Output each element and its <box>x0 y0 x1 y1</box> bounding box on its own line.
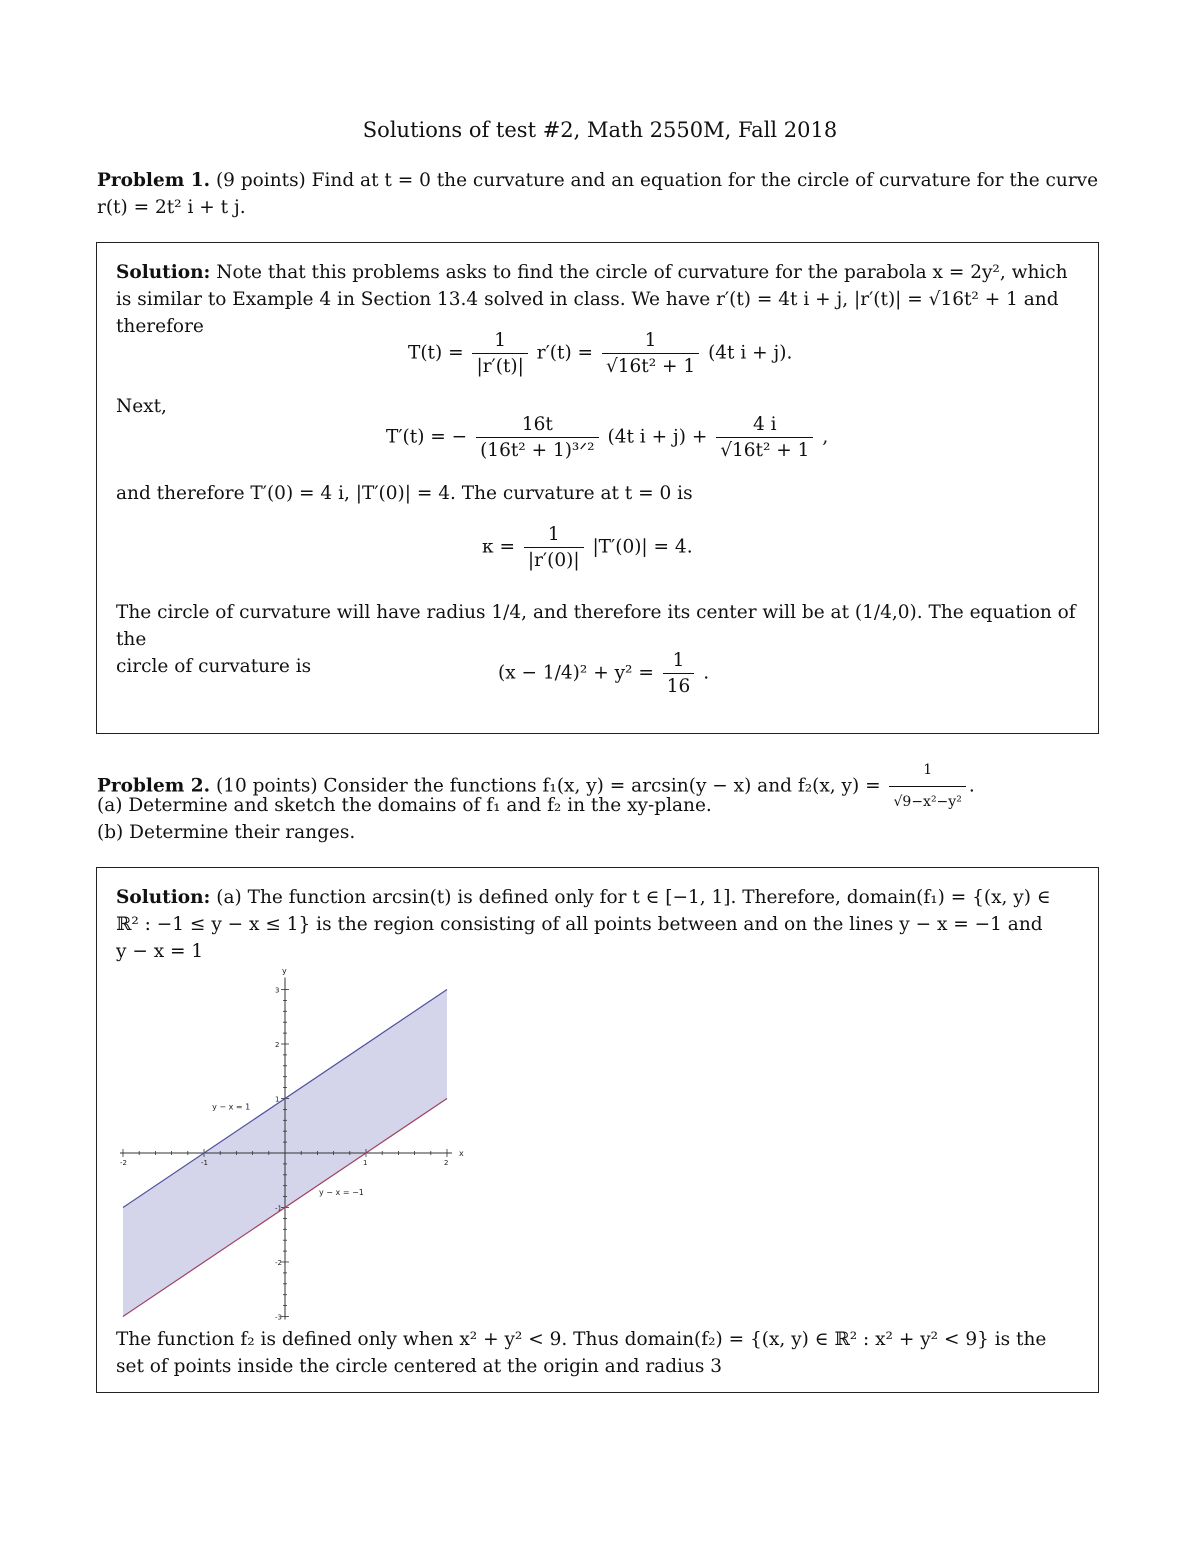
equation-circle <box>498 650 709 697</box>
annotation-upper-line: y − x = 1 <box>212 1102 251 1112</box>
problem1-label: Problem 1. <box>97 170 211 191</box>
problem2-text-end: . <box>968 775 975 797</box>
page-title: Solutions of test #2, Math 2550M, Fall 2018 <box>362 118 838 142</box>
eq-t-frac1-den: |r′(t)| <box>472 353 527 377</box>
solution1-line1: Note that this problems asks to find the circle of curvature for the parabola x = 2y², which <box>216 262 1068 283</box>
f2-line1: The function f₂ is defined only when x² + y² < 9. Thus domain(f₂) = {(x, y) ∈ ℝ² : x² + y² < 9} is the <box>116 1329 1047 1350</box>
y-tick-label: 1 <box>275 1095 280 1104</box>
solution1-label: Solution: <box>116 262 211 283</box>
x-tick-label: -2 <box>120 1159 127 1167</box>
problem2-parts <box>97 792 1107 846</box>
eq-tp-frac1 <box>476 414 599 461</box>
eq-t-tail: (4t i + j). <box>708 342 793 364</box>
problem2-text: (10 points) Consider the functions f₁(x, y) = arcsin(y − x) and f₂(x, y) = <box>215 775 881 797</box>
eq-tp-frac1-num: 16t <box>521 414 553 435</box>
eq-tp-lhs: T′(t) = − <box>386 426 468 448</box>
eq-t-lhs: T(t) = <box>408 342 464 364</box>
eq-circle-den: 16 <box>663 673 695 697</box>
eq-tp-tail: , <box>822 426 829 448</box>
y-tick-label: 3 <box>275 986 280 995</box>
eq-t-frac1-num: 1 <box>494 330 507 351</box>
eq-tp-frac2-num: 4 i <box>753 414 777 435</box>
annotation-lower-line: y − x = −1 <box>319 1187 364 1197</box>
y-tick-label: 2 <box>275 1041 280 1049</box>
eq-circle-num: 1 <box>672 650 685 671</box>
problem2-part-a: (a) Determine and sketch the domains of f₁ and f₂ in the xy-plane. <box>97 795 712 816</box>
eq-kappa-num: 1 <box>547 524 560 545</box>
problem2-frac-num: 1 <box>923 762 933 778</box>
f2-line2: set of points inside the circle centered at the origin and radius 3 <box>116 1356 723 1377</box>
eq-t-frac2 <box>602 330 699 377</box>
solution1-line2: is similar to Example 4 in Section 13.4 solved in class. We have r′(t) = 4t i + j, |r′(t)| = √16t² + 1 and <box>116 289 1059 310</box>
eq-t-frac2-num: 1 <box>644 330 657 351</box>
solution1-intro <box>116 259 1086 340</box>
eq-tp-frac2-den: √16t² + 1 <box>716 437 813 461</box>
solution2-line3: y − x = 1 <box>116 941 204 962</box>
problem1-curve: r(t) = 2t² i + t j. <box>97 197 246 218</box>
problem1-statement <box>97 167 1107 221</box>
and-therefore-line: and therefore T′(0) = 4 i, |T′(0)| = 4. The curvature at t = 0 is <box>116 483 693 504</box>
solution2-intro <box>116 884 1086 965</box>
eq-tp-frac1-den: (16t² + 1)³ᐟ² <box>476 437 599 461</box>
eq-circle-frac <box>663 650 695 697</box>
eq-circle-lhs: (x − 1/4)² <box>498 662 588 684</box>
x-tick-label: 2 <box>444 1159 449 1167</box>
eq-t-frac2-den: √16t² + 1 <box>602 353 699 377</box>
eq-kappa-frac <box>524 524 584 571</box>
solution2-line2: ℝ² : −1 ≤ y − x ≤ 1} is the region consisting of all points between and on the lines y − x = −1 and <box>116 914 1043 935</box>
solution2-label: Solution: <box>116 887 211 908</box>
eq-kappa-lhs: κ = <box>482 536 515 558</box>
x-tick-label: 1 <box>363 1159 368 1167</box>
problem2-label: Problem 2. <box>97 775 211 797</box>
circle-line: circle of curvature is <box>116 656 312 677</box>
radius-line: The circle of curvature will have radius 1/4, and therefore its center will be at (1/4,0). The equation of the <box>116 602 1076 650</box>
equation-curvature <box>482 524 693 571</box>
eq-t-mid: r′(t) = <box>536 342 594 364</box>
y-tick-label: -1 <box>275 1204 282 1213</box>
next-label: Next, <box>116 396 167 417</box>
equation-unit-tangent <box>408 330 792 377</box>
y-tick-label: -2 <box>275 1259 282 1267</box>
domain-plot <box>110 960 480 1320</box>
x-axis-label: x <box>459 1149 464 1158</box>
y-tick-label: -3 <box>275 1313 282 1320</box>
eq-t-frac1 <box>472 330 527 377</box>
problem1-text: (9 points) Find at t = 0 the curvature and an equation for the circle of curvature for the curve <box>215 170 1099 191</box>
solution1-line3: therefore <box>116 316 204 337</box>
problem2-part-b: (b) Determine their ranges. <box>97 822 356 843</box>
eq-circle-tail: . <box>703 662 710 684</box>
eq-tp-frac2 <box>716 414 813 461</box>
eq-circle-mid: + y² = <box>593 662 654 684</box>
x-tick-label: -1 <box>201 1159 208 1167</box>
eq-kappa-tail: |T′(0)| = 4. <box>592 536 693 558</box>
solution2-line1: (a) The function arcsin(t) is defined only for t ∈ [−1, 1]. Therefore, domain(f₁) = {(x, y) ∈ <box>216 887 1051 908</box>
eq-kappa-den: |r′(0)| <box>524 547 584 571</box>
eq-tp-mid: (4t i + j) + <box>607 426 708 448</box>
f2-domain-paragraph <box>116 1326 1091 1380</box>
equation-tangent-derivative <box>386 414 828 461</box>
problem2-frac-den: √9−x²−y² <box>889 786 965 816</box>
y-axis-label: y <box>282 966 287 976</box>
